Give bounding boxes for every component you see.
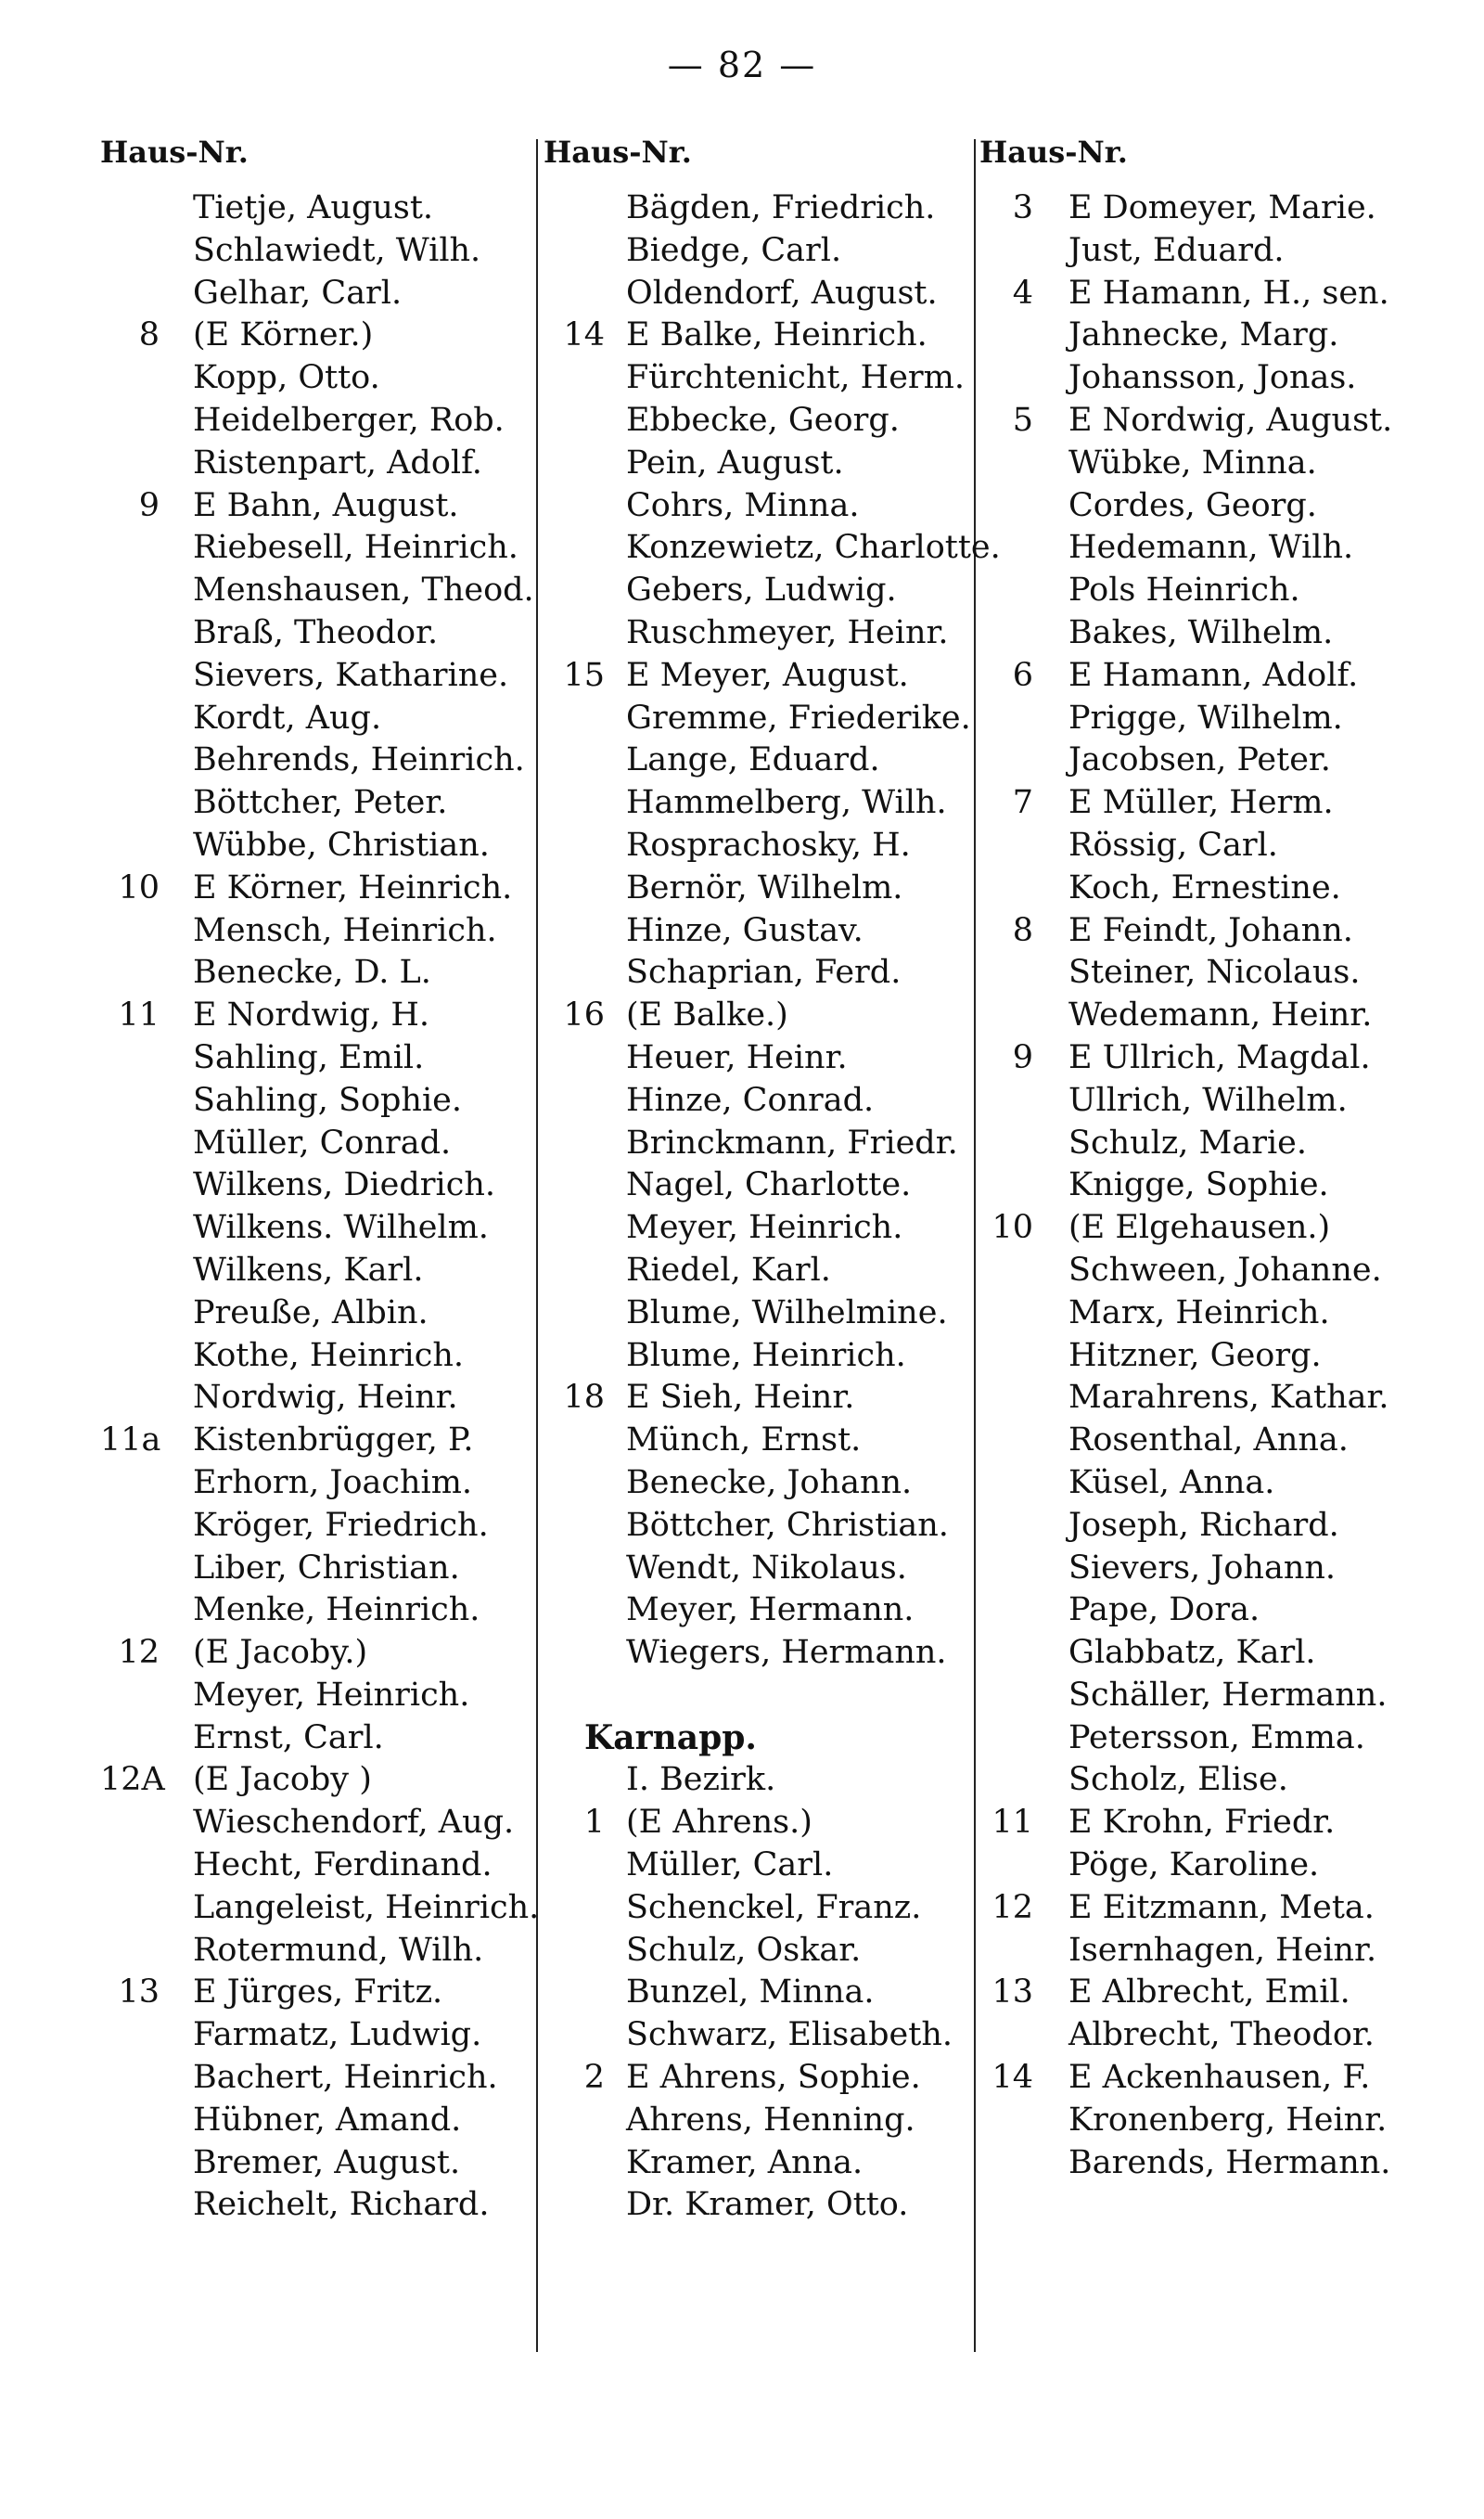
resident-name: Gelhar, Carl.	[193, 274, 403, 312]
resident-name: Müller, Conrad.	[193, 1124, 452, 1162]
resident-name: Tietje, August.	[193, 189, 434, 226]
house-number: 9	[1012, 1038, 1033, 1076]
resident-name: Rotermund, Wilh.	[193, 1931, 484, 1969]
resident-name: E Eitzmann, Meta.	[1068, 1888, 1375, 1926]
resident-name: Liber, Christian.	[193, 1549, 460, 1587]
resident-name: E Balke, Heinrich.	[626, 316, 928, 354]
resident-name: Böttcher, Christian.	[626, 1506, 949, 1544]
house-number: 3	[1012, 189, 1033, 226]
resident-name: E Krohn, Friedr.	[1068, 1804, 1336, 1842]
resident-name: E Albrecht, Emil.	[1068, 1973, 1350, 2011]
resident-name: Steiner, Nicolaus.	[1068, 954, 1361, 992]
resident-name: E Nordwig, August.	[1068, 401, 1393, 439]
resident-name: Wieschendorf, Aug.	[193, 1804, 515, 1842]
resident-name: Wilkens. Wilhelm.	[193, 1209, 489, 1247]
house-number: 8	[138, 316, 160, 354]
house-number: 5	[1012, 401, 1033, 439]
resident-name: Nordwig, Heinr.	[193, 1379, 458, 1417]
resident-name: Meyer, Hermann.	[626, 1591, 915, 1629]
resident-name: E Feindt, Johann.	[1068, 911, 1353, 949]
resident-name: E Ackenhausen, F.	[1068, 2059, 1371, 2097]
resident-name: Kramer, Anna.	[626, 2143, 864, 2181]
resident-name: Hübner, Amand.	[193, 2101, 462, 2139]
house-number: 8	[1012, 911, 1033, 949]
resident-name: Heuer, Heinr.	[626, 1038, 848, 1076]
house-number: 13	[991, 1973, 1033, 2011]
resident-name: Hammelberg, Wilh.	[626, 784, 947, 822]
resident-name: Kröger, Friedrich.	[193, 1506, 489, 1544]
resident-name: E Sieh, Heinr.	[626, 1379, 855, 1417]
resident-name: Marx, Heinrich.	[1068, 1293, 1330, 1331]
resident-name: E Bahn, August.	[193, 486, 459, 524]
resident-name: Barends, Hermann.	[1068, 2143, 1391, 2181]
resident-name: Dr. Kramer, Otto.	[626, 2186, 909, 2224]
resident-name: Gebers, Ludwig.	[626, 572, 897, 610]
resident-name: Just, Eduard.	[1068, 231, 1285, 269]
house-number: 18	[563, 1379, 605, 1417]
resident-name: Marahrens, Kathar.	[1068, 1379, 1389, 1417]
resident-name: Isernhagen, Heinr.	[1068, 1931, 1377, 1969]
resident-name: Blume, Wilhelmine.	[626, 1293, 948, 1331]
resident-name: E Müller, Herm.	[1068, 784, 1334, 822]
resident-name: Bunzel, Minna.	[626, 1973, 875, 2011]
resident-name: E Meyer, August.	[626, 656, 909, 694]
resident-name: (E Jacoby.)	[193, 1634, 368, 1672]
resident-name: Jahnecke, Marg.	[1068, 316, 1339, 354]
resident-name: Benecke, Johann.	[626, 1463, 913, 1501]
resident-name: Johansson, Jonas.	[1068, 359, 1357, 397]
resident-name: Hinze, Conrad.	[626, 1081, 875, 1119]
resident-name: Oldendorf, August.	[626, 274, 938, 312]
resident-name: Prigge, Wilhelm.	[1068, 699, 1343, 737]
resident-name: Schäller, Hermann.	[1068, 1676, 1388, 1714]
house-number: 7	[1012, 784, 1033, 822]
resident-name: Benecke, D. L.	[193, 954, 431, 992]
resident-name: Mensch, Heinrich.	[193, 911, 497, 949]
resident-name: Hecht, Ferdinand.	[193, 1846, 493, 1884]
resident-name: E Ullrich, Magdal.	[1068, 1038, 1371, 1076]
resident-name: Pein, August.	[626, 443, 844, 482]
resident-name: Albrecht, Theodor.	[1068, 2016, 1375, 2054]
resident-name: Hedemann, Wilh.	[1068, 529, 1354, 567]
resident-name: Wiegers, Hermann.	[626, 1634, 947, 1672]
resident-name: Kistenbrügger, P.	[193, 1421, 474, 1459]
resident-name: Kothe, Heinrich.	[193, 1336, 465, 1374]
resident-name: Meyer, Heinrich.	[193, 1676, 470, 1714]
resident-name: Bernör, Wilhelm.	[626, 868, 903, 906]
resident-name: E Domeyer, Marie.	[1068, 189, 1376, 226]
resident-name: Glabbatz, Karl.	[1068, 1634, 1316, 1672]
resident-name: Fürchtenicht, Herm.	[626, 359, 965, 397]
resident-name: Sievers, Johann.	[1068, 1549, 1337, 1587]
resident-name: Sahling, Emil.	[193, 1038, 425, 1076]
resident-name: Jacobsen, Peter.	[1068, 741, 1331, 779]
resident-name: Wendt, Nikolaus.	[626, 1549, 907, 1587]
resident-name: Menke, Heinrich.	[193, 1591, 480, 1629]
section-heading: Karnapp.	[584, 1717, 757, 1757]
resident-name: Rosprachosky, H.	[626, 826, 911, 864]
column-header: Haus-Nr.	[544, 135, 692, 170]
resident-name: Heidelberger, Rob.	[193, 401, 505, 439]
house-number: 14	[991, 2059, 1033, 2097]
resident-name: Knigge, Sophie.	[1068, 1166, 1329, 1204]
resident-name: Küsel, Anna.	[1068, 1463, 1275, 1501]
house-number: 15	[563, 656, 605, 694]
resident-name: Wübbe, Christian.	[193, 826, 490, 864]
resident-name: (E Elgehausen.)	[1068, 1209, 1331, 1247]
resident-name: Preuße, Albin.	[193, 1293, 429, 1331]
resident-name: Ullrich, Wilhelm.	[1068, 1081, 1348, 1119]
resident-name: Sahling, Sophie.	[193, 1081, 462, 1119]
resident-name: Wedemann, Heinr.	[1068, 996, 1373, 1035]
resident-name: Bachert, Heinrich.	[193, 2059, 498, 2097]
house-number: 2	[583, 2059, 605, 2097]
house-number: 10	[118, 868, 160, 906]
house-number: 4	[1012, 274, 1033, 312]
resident-name: Bakes, Wilhelm.	[1068, 613, 1334, 651]
house-number: 6	[1012, 656, 1033, 694]
resident-name: E Nordwig, H.	[193, 996, 429, 1035]
resident-name: Braß, Theodor.	[193, 613, 439, 651]
resident-name: Menshausen, Theod.	[193, 572, 534, 610]
house-number: 9	[138, 486, 160, 524]
resident-name: Böttcher, Peter.	[193, 784, 448, 822]
resident-name: E Jürges, Fritz.	[193, 1973, 443, 2011]
resident-name: Rosenthal, Anna.	[1068, 1421, 1349, 1459]
resident-name: Gremme, Friederike.	[626, 699, 971, 737]
house-number: 11	[118, 996, 160, 1035]
resident-name: E Ahrens, Sophie.	[626, 2059, 921, 2097]
house-number: 12	[991, 1888, 1033, 1926]
resident-name: Nagel, Charlotte.	[626, 1166, 912, 1204]
resident-name: Cordes, Georg.	[1068, 486, 1317, 524]
house-number: 14	[563, 316, 605, 354]
resident-name: Cohrs, Minna.	[626, 486, 860, 524]
resident-name: Petersson, Emma.	[1068, 1718, 1365, 1756]
resident-name: Reichelt, Richard.	[193, 2186, 490, 2224]
resident-name: Schwarz, Elisabeth.	[626, 2016, 953, 2054]
resident-name: Schenckel, Franz.	[626, 1888, 922, 1926]
resident-name: Koch, Ernestine.	[1068, 868, 1341, 906]
resident-name: Pöge, Karoline.	[1068, 1846, 1320, 1884]
house-number: 13	[118, 1973, 160, 2011]
resident-name: I. Bezirk.	[626, 1761, 776, 1799]
resident-name: Schulz, Marie.	[1068, 1124, 1308, 1162]
column-header: Haus-Nr.	[979, 135, 1128, 170]
column-header: Haus-Nr.	[100, 135, 249, 170]
resident-name: E Hamann, Adolf.	[1068, 656, 1359, 694]
resident-name: Lange, Eduard.	[626, 741, 880, 779]
resident-name: Ruschmeyer, Heinr.	[626, 613, 949, 651]
resident-name: Joseph, Richard.	[1068, 1506, 1339, 1544]
resident-name: Scholz, Elise.	[1068, 1761, 1288, 1799]
resident-name: (E Ahrens.)	[626, 1804, 812, 1842]
resident-name: Wilkens, Karl.	[193, 1251, 424, 1289]
resident-name: Riedel, Karl.	[626, 1251, 831, 1289]
resident-name: Hitzner, Georg.	[1068, 1336, 1322, 1374]
house-number: 16	[563, 996, 605, 1035]
house-number: 11a	[100, 1421, 161, 1459]
resident-name: Konzewietz, Charlotte.	[626, 529, 1001, 567]
resident-name: Kopp, Otto.	[193, 359, 380, 397]
resident-name: Blume, Heinrich.	[626, 1336, 906, 1374]
resident-name: Ernst, Carl.	[193, 1718, 384, 1756]
resident-name: Behrends, Heinrich.	[193, 741, 525, 779]
resident-name: E Körner, Heinrich.	[193, 868, 513, 906]
resident-name: Sievers, Katharine.	[193, 656, 509, 694]
house-number: 12A	[100, 1761, 165, 1799]
resident-name: Pols Heinrich.	[1068, 572, 1300, 610]
column-divider	[536, 139, 538, 2352]
resident-name: Kordt, Aug.	[193, 699, 382, 737]
house-number: 10	[991, 1209, 1033, 1247]
house-number: 11	[991, 1804, 1033, 1842]
resident-name: Hinze, Gustav.	[626, 911, 864, 949]
resident-name: Pape, Dora.	[1068, 1591, 1260, 1629]
resident-name: Rössig, Carl.	[1068, 826, 1278, 864]
resident-name: Münch, Ernst.	[626, 1421, 862, 1459]
resident-name: (E Balke.)	[626, 996, 788, 1035]
resident-name: Biedge, Carl.	[626, 231, 842, 269]
resident-name: Riebesell, Heinrich.	[193, 529, 518, 567]
resident-name: (E Jacoby )	[193, 1761, 372, 1799]
house-number: 1	[583, 1804, 605, 1842]
resident-name: Schlawiedt, Wilh.	[193, 231, 481, 269]
resident-name: Ahrens, Henning.	[626, 2101, 915, 2139]
resident-name: Brinckmann, Friedr.	[626, 1124, 958, 1162]
house-number: 12	[118, 1634, 160, 1672]
resident-name: E Hamann, H., sen.	[1068, 274, 1389, 312]
resident-name: Wübke, Minna.	[1068, 443, 1317, 482]
resident-name: Schween, Johanne.	[1068, 1251, 1382, 1289]
resident-name: Schulz, Oskar.	[626, 1931, 862, 1969]
resident-name: Bremer, August.	[193, 2143, 461, 2181]
resident-name: Ristenpart, Adolf.	[193, 443, 482, 482]
resident-name: Farmatz, Ludwig.	[193, 2016, 482, 2054]
resident-name: Langeleist, Heinrich.	[193, 1888, 540, 1926]
resident-name: Schaprian, Ferd.	[626, 954, 902, 992]
resident-name: Ebbecke, Georg.	[626, 401, 900, 439]
page-number: — 82 —	[667, 45, 817, 85]
resident-name: (E Körner.)	[193, 316, 374, 354]
resident-name: Wilkens, Diedrich.	[193, 1166, 495, 1204]
resident-name: Meyer, Heinrich.	[626, 1209, 903, 1247]
resident-name: Kronenberg, Heinr.	[1068, 2101, 1388, 2139]
resident-name: Bägden, Friedrich.	[626, 189, 936, 226]
resident-name: Müller, Carl.	[626, 1846, 834, 1884]
resident-name: Erhorn, Joachim.	[193, 1463, 473, 1501]
